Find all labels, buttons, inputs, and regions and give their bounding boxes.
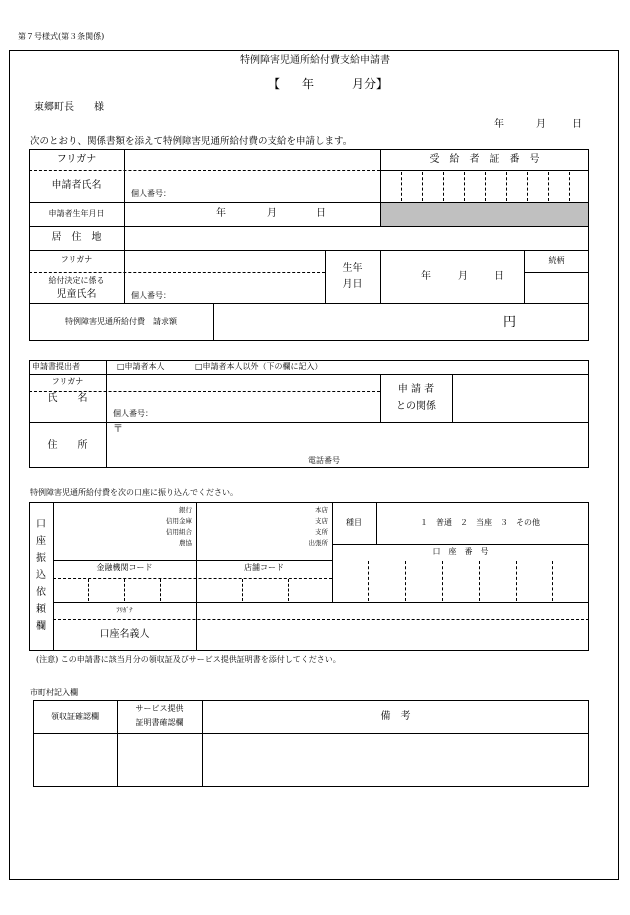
child-personal-number: 個人番号： [131,291,171,300]
intro-text: 次のとおり、関係書類を添えて特例障害児通所給付費の支給を申請します。 [30,136,353,147]
birth-year: 年 [216,208,226,219]
child-birth-label-1: 生年 [342,263,363,274]
child-birth-year: 年 [421,271,431,282]
submitter-personal-number: 個人番号： [113,409,153,418]
bank-type-4: 農協 [179,539,192,547]
receipt-check-label: 領収証確認欄 [51,712,99,721]
branch-type-2: 支店 [315,517,328,525]
claim-amount-label: 特例障害児通所給付費 請求額 [65,317,177,326]
account-type-options: １ 普通 ２ 当座 ３ その他 [420,518,540,527]
bank-type-3: 信用組合 [166,528,192,536]
child-label-1: 給付決定に係る [48,276,105,285]
side-label-3: 振 [36,553,46,564]
form-title: 特例障害児通所給付費支給申請書 [240,55,390,66]
attachment-note: (注意) この申請書に該当月分の領収証及びサービス提供証明書を添付してください。 [36,655,341,664]
side-label-2: 座 [36,536,46,547]
date-year: 年 [494,119,504,130]
side-label-5: 依 [36,587,46,598]
branch-code-label: 店舗コード [244,563,284,572]
yen-unit: 円 [503,315,517,330]
personal-number-label: 個人番号： [131,189,171,198]
bank-type-2: 信用金庫 [166,517,192,525]
holder-furigana-label: ﾌﾘｶﾞﾅ [116,606,133,614]
branch-type-1: 本店 [315,506,328,514]
side-label-1: 口 [36,519,46,530]
service-cert-label-1: サービス提供 [135,704,184,713]
municipal-section-title: 市町村記入欄 [30,688,78,697]
applicant-table [29,149,589,341]
service-cert-label-2: 証明書確認欄 [135,718,184,727]
child-furigana-label: フリガナ [60,255,93,264]
side-label-7: 欄 [36,621,46,632]
branch-type-3: 支所 [315,528,328,536]
option-other[interactable]: □申請者本人以外（下の欄に記入） [195,362,323,371]
applicant-birth-label: 申請者生年月日 [48,209,105,218]
child-label-2: 児童氏名 [56,289,97,300]
phone-label: 電話番号 [308,456,340,465]
branch-type-4: 出張所 [308,539,328,547]
date-month: 月 [536,119,546,130]
relation-label-2: との関係 [396,401,436,412]
child-birth-label-2: 月日 [342,279,363,290]
child-birth-month: 月 [458,271,468,282]
bank-code-label: 金融機関コード [96,563,153,572]
account-holder-label: 口座名義人 [99,629,150,640]
period-open: 【 [268,77,281,91]
relation-label-1: 申 請 者 [397,384,435,395]
submitter-label: 申請書提出者 [32,362,80,371]
furigana-label: フリガナ [56,154,97,165]
side-label-6: 頼 [36,604,46,615]
recipient-number-label: 受 給 者 証 番 号 [429,154,540,165]
date-day: 日 [572,119,582,130]
child-birth-day: 日 [494,271,504,282]
submitter-furigana: フリガナ [51,377,84,386]
relationship-label: 続柄 [548,256,565,265]
postal-mark: 〒 [113,424,123,435]
side-label-4: 込 [36,570,46,581]
remarks-label: 備 考 [380,711,411,722]
period-month: 月分】 [352,77,389,91]
submitter-name-label: 氏 名 [47,393,88,404]
option-applicant[interactable]: □申請者本人 [117,362,165,371]
birth-month: 月 [267,208,277,219]
period-year: 年 [302,77,315,91]
address-label: 居 住 地 [51,232,102,243]
birth-day: 日 [316,208,326,219]
transfer-instruction: 特例障害児通所給付費を次の口座に振り込んでください。 [30,488,238,497]
applicant-name-label: 申請者氏名 [51,180,102,191]
bank-type-1: 銀行 [179,506,192,514]
submitter-address-label: 住 所 [47,440,88,451]
addressee: 東郷町長 様 [34,102,104,113]
form-number: 第７号様式(第３条関係) [18,32,105,41]
account-number-label: 口 座 番 号 [432,547,489,556]
account-type-label: 種目 [346,518,362,527]
